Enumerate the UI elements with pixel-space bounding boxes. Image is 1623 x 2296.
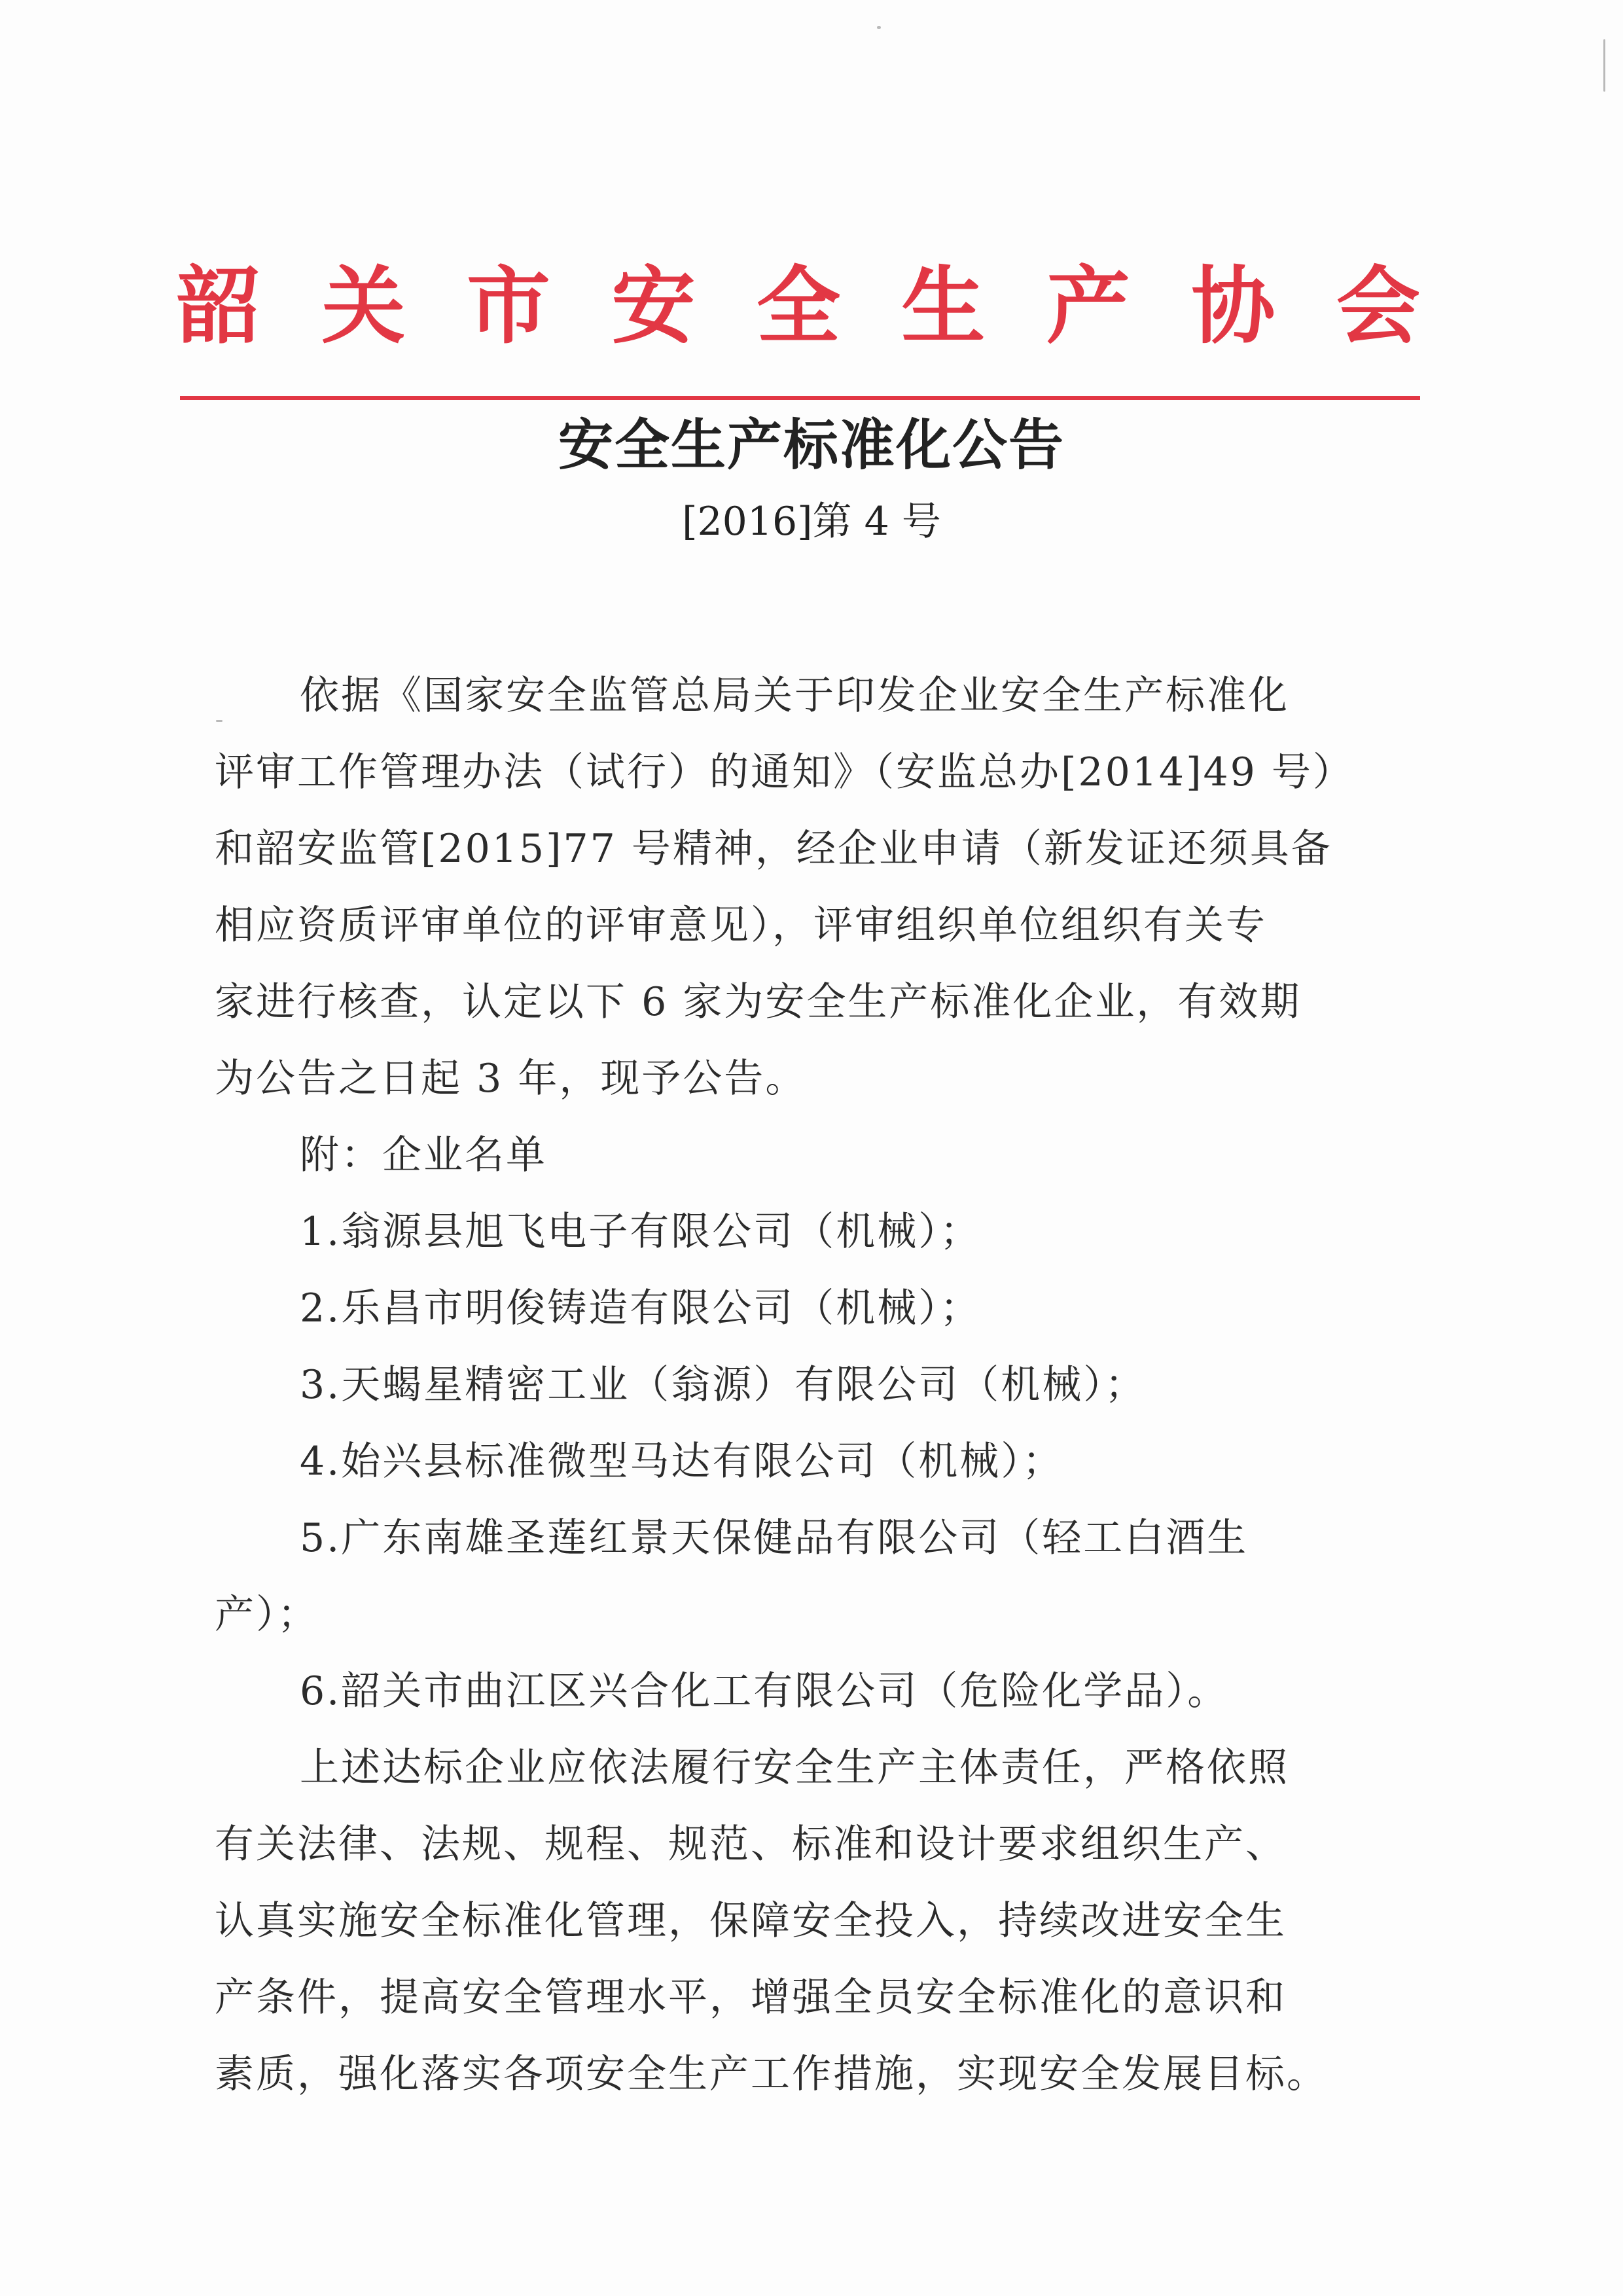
org-char: 协 bbox=[1191, 257, 1275, 355]
intro-paragraph-continued bbox=[215, 734, 1352, 1117]
notice-title: 安全生产标准化公告 bbox=[558, 413, 1065, 477]
closing-line: 素质，强化落实各项安全生产工作措施，实现安全发展目标。 bbox=[215, 2051, 1328, 2097]
closing-line: 产条件，提高安全管理水平，增强全员安全标准化的意识和 bbox=[215, 1975, 1287, 2020]
intro-line: 家进行核查，认定以下 6 家为安全生产标准化企业，有效期 bbox=[215, 979, 1302, 1025]
org-char: 会 bbox=[1336, 257, 1420, 355]
closing-line: 有关法律、法规、规程、规范、标准和设计要求组织生产、 bbox=[215, 1821, 1287, 1867]
scan-edge-mark bbox=[1603, 39, 1605, 92]
closing-paragraph bbox=[215, 1806, 1352, 2113]
company-list-item: 4.始兴县标准微型马达有限公司（机械）； bbox=[300, 1439, 1064, 1484]
company-list-line: 产）； bbox=[215, 1592, 319, 1638]
notice-number: [2016]第 4 号 bbox=[682, 499, 941, 545]
intro-paragraph bbox=[215, 658, 1352, 734]
intro-line: 和韶安监管[2015]77 号精神，经企业申请（新发证还须具备 bbox=[215, 826, 1332, 872]
company-list-item-continued bbox=[215, 1577, 1352, 1653]
company-list-item: 1.翁源县旭飞电子有限公司（机械）； bbox=[300, 1209, 982, 1255]
company-list-item: 2.乐昌市明俊铸造有限公司（机械）； bbox=[300, 1285, 982, 1331]
company-list-item: 6.韶关市曲江区兴合化工有限公司（危险化学品）。 bbox=[300, 1668, 1229, 1714]
org-char: 安 bbox=[611, 257, 696, 355]
org-char: 市 bbox=[466, 257, 550, 355]
org-char: 产 bbox=[1046, 257, 1130, 355]
intro-line: 评审工作管理办法（试行）的通知》（安监总办[2014]49 号） bbox=[215, 749, 1354, 795]
letterhead-org-name bbox=[177, 254, 1420, 359]
scan-speck bbox=[877, 26, 881, 29]
attachment-label: 附：企业名单 bbox=[300, 1132, 547, 1178]
company-list-item: 3.天蝎星精密工业（翁源）有限公司（机械）； bbox=[300, 1362, 1147, 1408]
closing-paragraph-first-line: 上述达标企业应依法履行安全生产主体责任，严格依照 bbox=[300, 1745, 1289, 1791]
org-char: 生 bbox=[901, 257, 986, 355]
org-char: 关 bbox=[321, 257, 406, 355]
intro-line: 为公告之日起 3 年，现予公告。 bbox=[215, 1056, 807, 1102]
notice-body bbox=[215, 658, 1352, 2113]
scan-speck bbox=[216, 720, 223, 722]
org-char: 韶 bbox=[177, 257, 261, 355]
letterhead-divider bbox=[180, 396, 1420, 400]
org-char: 全 bbox=[756, 257, 840, 355]
intro-line: 相应资质评审单位的评审意见），评审组织单位组织有关专 bbox=[215, 903, 1267, 948]
closing-line: 认真实施安全标准化管理，保障安全投入，持续改进安全生 bbox=[215, 1898, 1287, 1944]
intro-line: 依据《国家安全监管总局关于印发企业安全生产标准化 bbox=[300, 673, 1289, 719]
company-list-item: 5.广东南雄圣莲红景天保健品有限公司（轻工白酒生 bbox=[300, 1515, 1249, 1561]
